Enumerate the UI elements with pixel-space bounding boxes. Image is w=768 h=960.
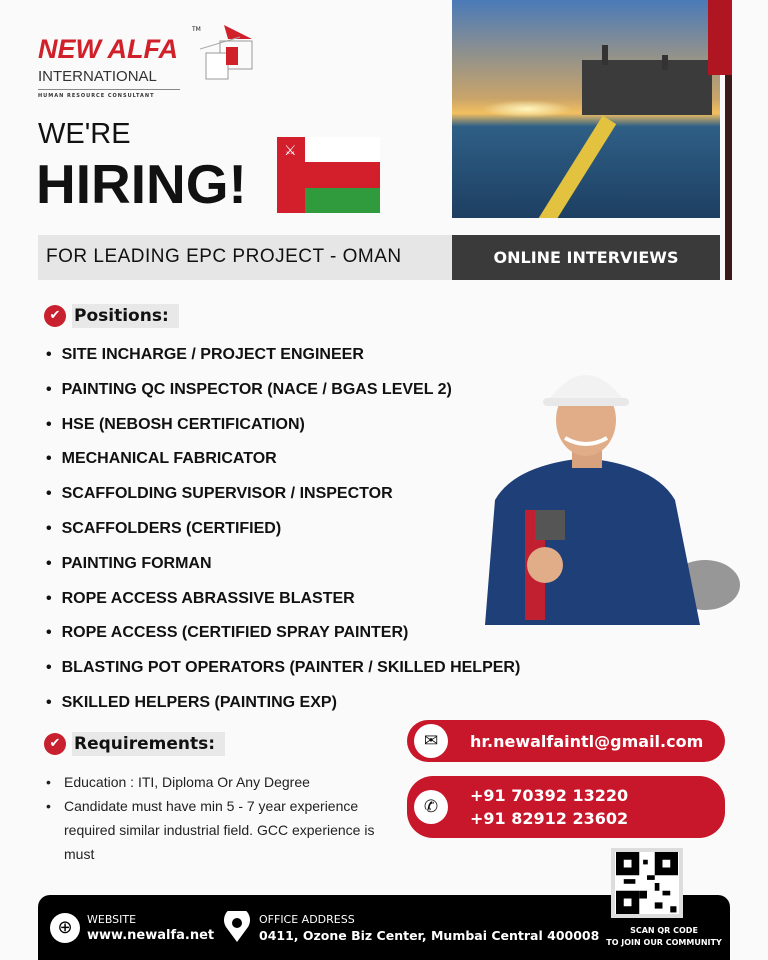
envelope-icon: ✉: [414, 724, 448, 758]
logo-subtitle: INTERNATIONAL: [38, 68, 180, 90]
positions-heading: [44, 304, 179, 328]
phone-icon: ✆: [414, 790, 448, 824]
office-address: 0411, Ozone Biz Center, Mumbai Central 400008: [259, 928, 600, 943]
list-item: • MECHANICAL FABRICATOR: [46, 448, 520, 483]
list-item: • SKILLED HELPERS (PAINTING EXP): [46, 692, 520, 727]
headline-hiring: HIRING!: [36, 153, 247, 215]
offshore-rig-photo: [452, 0, 720, 218]
svg-text:⚔: ⚔: [284, 143, 297, 159]
online-interviews-badge: ONLINE INTERVIEWS: [452, 235, 720, 280]
qr-caption-line: SCAN QR CODE: [630, 926, 698, 935]
email-pill[interactable]: [407, 720, 725, 762]
list-item: • SITE INCHARGE / PROJECT ENGINEER: [46, 344, 520, 379]
qr-code[interactable]: [611, 848, 683, 918]
list-item: • SCAFFOLDING SUPERVISOR / INSPECTOR: [46, 483, 520, 518]
headline-were: WE'RE: [38, 118, 131, 150]
website-label: WEBSITE: [87, 913, 137, 926]
worker-photo: [475, 360, 745, 625]
list-item: • Education : ITI, Diploma Or Any Degree: [46, 770, 384, 794]
list-item: • HSE (NEBOSH CERTIFICATION): [46, 414, 520, 449]
website-link[interactable]: www.newalfa.net: [87, 928, 215, 943]
check-icon: ✔: [44, 305, 66, 327]
qr-caption-line: TO JOIN OUR COMMUNITY: [606, 938, 722, 947]
positions-title: Positions:: [72, 304, 179, 328]
logo-tm: TM: [192, 26, 201, 33]
email-link[interactable]: hr.newalfaintl@gmail.com: [470, 731, 704, 751]
qr-caption: [600, 925, 728, 949]
list-item: • PAINTING QC INSPECTOR (NACE / BGAS LEVEL 2): [46, 379, 520, 414]
requirements-list: [46, 770, 384, 866]
requirements-heading: [44, 732, 225, 756]
oman-flag-icon: [277, 137, 380, 213]
logo-name: NEW ALFA: [38, 34, 178, 64]
list-item: • Candidate must have min 5 - 7 year experience required similar industrial field. GCC experience is must: [46, 794, 384, 866]
location-pin-icon: [222, 911, 252, 943]
requirement-text: Candidate must have min 5 - 7 year experience required similar industrial field. GCC experience is must: [64, 798, 375, 862]
address-label: OFFICE ADDRESS: [259, 913, 355, 926]
phone-number[interactable]: +91 70392 13220: [470, 786, 629, 805]
accent-bar: [708, 0, 732, 75]
positions-list: [46, 344, 520, 727]
phone-pill[interactable]: [407, 776, 725, 838]
list-item: • ROPE ACCESS (CERTIFIED SPRAY PAINTER): [46, 622, 520, 657]
logo-tagline: HUMAN RESOURCE CONSULTANT: [38, 93, 155, 99]
accent-line: [725, 75, 732, 280]
project-banner: FOR LEADING EPC PROJECT - OMAN: [38, 235, 452, 280]
requirements-title: Requirements:: [72, 732, 225, 756]
logo-mark-icon: [200, 25, 255, 85]
list-item: • PAINTING FORMAN: [46, 553, 520, 588]
list-item: • BLASTING POT OPERATORS (PAINTER / SKILLED HELPER): [46, 657, 520, 692]
list-item: • SCAFFOLDERS (CERTIFIED): [46, 518, 520, 553]
check-icon: ✔: [44, 733, 66, 755]
globe-icon: ⊕: [50, 913, 80, 943]
list-item: • ROPE ACCESS ABRASSIVE BLASTER: [46, 588, 520, 623]
phone-number[interactable]: +91 82912 23602: [470, 809, 629, 828]
requirement-text: Education : ITI, Diploma Or Any Degree: [64, 774, 310, 790]
qr-code-icon: [615, 852, 679, 914]
